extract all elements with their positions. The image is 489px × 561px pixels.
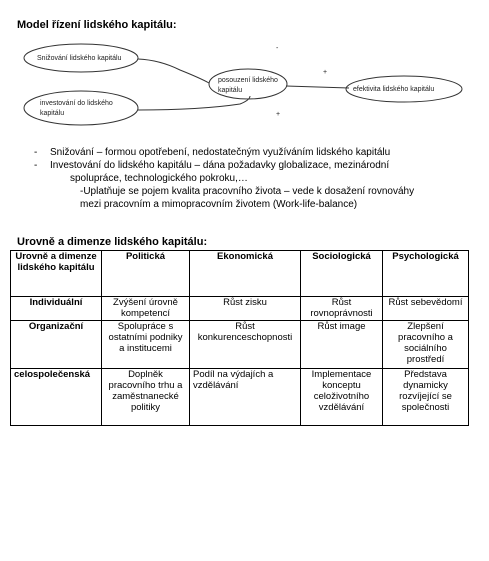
- connector-right: [286, 86, 349, 88]
- bullet-dash: -: [34, 160, 38, 171]
- table-row: [11, 369, 469, 426]
- heading-dimensions: Urovně a dimenze lidského kapitálu:: [17, 236, 208, 248]
- table-cell: Individuální: [11, 297, 102, 321]
- table-header: Ekonomická: [190, 251, 301, 297]
- table-row: [11, 297, 469, 321]
- node-investovani-label-1: investování do lidského: [40, 100, 113, 107]
- table-header: Urovně a dimenze lidského kapitálu: [11, 251, 102, 297]
- sign-plus-mid: +: [323, 69, 328, 76]
- table-header: Psychologická: [383, 251, 469, 297]
- bullet-item-3-cont: mezi pracovním a mimopracovním životem (Work-life-balance): [80, 199, 358, 210]
- node-posouzeni: [209, 69, 287, 99]
- table-cell: Zvýšení úrovně kompetencí: [102, 297, 190, 321]
- table-header: Sociologická: [301, 251, 383, 297]
- node-posouzeni-label-1: posouzení lidského: [218, 77, 278, 84]
- table-cell: Implementace konceptu celoživotního vzdělávání: [301, 369, 383, 426]
- node-posouzeni-label-2: kapitálu: [218, 87, 243, 94]
- table-cell: Doplněk pracovního trhu a zaměstnanecké politiky: [102, 369, 190, 426]
- bullet-dash: -: [34, 147, 38, 158]
- dimensions-table: [10, 250, 469, 426]
- table-row: [11, 321, 469, 369]
- table-cell: Růst konkurenceschopnosti: [190, 321, 301, 369]
- sign-plus-bottom: +: [276, 111, 281, 118]
- table-header: Politická: [102, 251, 190, 297]
- table-cell: Růst rovnoprávnosti: [301, 297, 383, 321]
- table-cell: Organizační: [11, 321, 102, 369]
- bullet-item-2: - Investování do lidského kapitálu – dána požadavky globalizace, mezinárodní: [34, 160, 390, 171]
- table-header-row: [11, 251, 469, 297]
- node-investovani: [24, 91, 138, 125]
- heading-model: Model řízení lidského kapitálu:: [17, 19, 177, 31]
- table-cell: Podíl na výdajích a vzdělávání: [190, 369, 301, 426]
- node-investovani-label-2: kapitálu: [40, 110, 65, 117]
- table-cell: Spolupráce s ostatními podniky a institucemi: [102, 321, 190, 369]
- sign-minus: -: [276, 45, 279, 52]
- table-cell: celospolečenská: [11, 369, 102, 426]
- bullet-item-1: - Snižování – formou opotřebení, nedostatečným využíváním lidského kapitálu: [34, 147, 391, 158]
- bullet-list: [34, 146, 474, 211]
- table-cell: Růst zisku: [190, 297, 301, 321]
- model-diagram: [0, 0, 489, 140]
- node-snizovani-label: Snižování lidského kapitálu: [37, 55, 122, 62]
- table-cell: Zlepšení pracovního a sociálního prostředí: [383, 321, 469, 369]
- table-cell: Představa dynamicky rozvíjející se společnosti: [383, 369, 469, 426]
- bullet-item-2-cont: spolupráce, technologického pokroku,…: [70, 173, 248, 184]
- node-efektivita-label: efektivita lidského kapitálu: [353, 86, 435, 93]
- table-cell: Růst sebevědomí: [383, 297, 469, 321]
- bullet-item-3: -Uplatňuje se pojem kvalita pracovního života – vede k dosažení rovnováhy: [80, 186, 415, 197]
- connector-top: [138, 59, 209, 83]
- table-cell: Růst image: [301, 321, 383, 369]
